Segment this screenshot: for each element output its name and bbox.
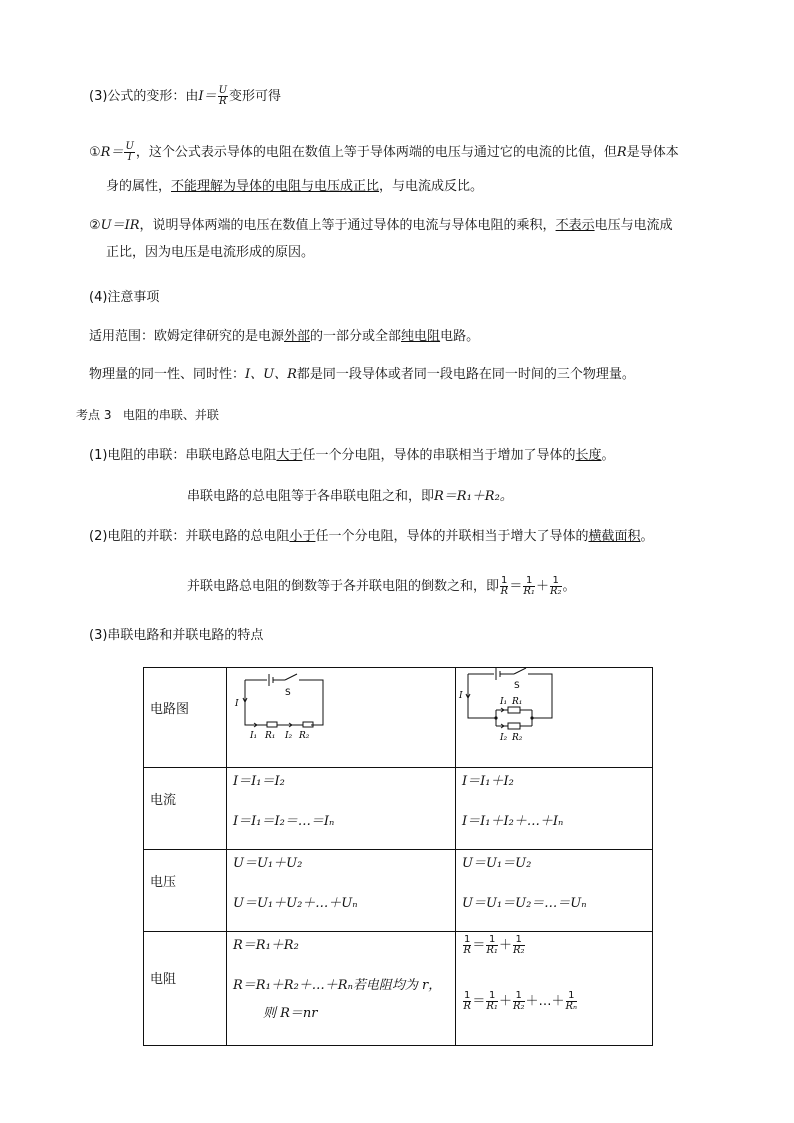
junction-dot bbox=[530, 716, 533, 719]
parallel-formula: 并联电路总电阻的倒数等于各并联电阻的倒数之和，即 $\frac{1}{R}$ ＝ $\frac{1}{\text{R₁}}$ ＋ $\frac{1}{\text{R₂}}$ 。 bbox=[187, 575, 576, 597]
series-circuit-diagram bbox=[227, 668, 455, 763]
r2-label: R₂ bbox=[299, 731, 310, 741]
parallel-resistance-n: $\frac{1}{R}$ ＝ $\frac{1}{\text{R₁}}$ ＋ $\frac{1}{\text{R₂}}$ ＋…＋ $\frac{1}{\text{Rₙ}}$ bbox=[463, 990, 578, 1012]
series-resistance-1: R＝R₁＋R₂ bbox=[233, 938, 299, 953]
series-resistance-cell bbox=[227, 932, 456, 1046]
current-label: I bbox=[459, 691, 463, 701]
resistance-formula-para-line2: 身的属性，不能理解为导体的电阻与电压成正比，与电流成反比。 bbox=[106, 179, 484, 194]
resistance-formula-para: ①R＝ $\frac{U}{I}$ ，这个公式表示导体的电阻在数值上等于导体两端的电压与通过它的电流的比值，但R是导体本 bbox=[89, 141, 679, 163]
features-table bbox=[143, 667, 653, 1046]
i1-label: I₁ bbox=[250, 731, 258, 741]
table-row bbox=[144, 668, 653, 768]
voltage-formula-para-line2: 正比，因为电压是电流形成的原因。 bbox=[106, 245, 315, 260]
row-label-current: 电流 bbox=[144, 768, 227, 850]
junction-dot bbox=[494, 716, 497, 719]
row-label-voltage: 电压 bbox=[144, 850, 227, 932]
switch-label: S bbox=[514, 681, 520, 691]
r2-label: R₂ bbox=[512, 733, 523, 743]
parallel-resistance-1: $\frac{1}{R}$ ＝ $\frac{1}{\text{R₁}}$ ＋ $\frac{1}{\text{R₂}}$ bbox=[463, 934, 525, 956]
r1-label: R₁ bbox=[512, 697, 523, 707]
series-formula: 串联电路的总电阻等于各串联电阻之和，即R＝R₁＋R₂。 bbox=[187, 489, 513, 504]
series-current-cell bbox=[227, 768, 456, 850]
r1-label: R₁ bbox=[265, 731, 276, 741]
series-resistance-n: R＝R₁＋R₂＋…＋Rₙ若电阻均为 r， bbox=[233, 978, 442, 993]
parallel-voltage-n: U＝U₁＝U₂＝…＝Uₙ bbox=[462, 896, 587, 911]
identity-text: 物理量的同一性、同时性：I、U、R都是同一段导体或者同一段电路在同一时间的三个物理量。 bbox=[89, 367, 635, 382]
topic-3-heading: 考点 3 电阻的串联、并联 bbox=[76, 408, 219, 422]
series-voltage-n: U＝U₁＋U₂＋…＋Uₙ bbox=[233, 896, 358, 911]
voltage-formula-para: ②U＝IR，说明导体两端的电压在数值上等于通过导体的电流与导体电阻的乘积，不表示电压与电流成 bbox=[89, 218, 673, 233]
parallel-voltage-1: U＝U₁＝U₂ bbox=[462, 856, 532, 871]
scope-text: 适用范围：欧姆定律研究的是电源外部的一部分或全部纯电阻电路。 bbox=[89, 329, 480, 344]
parallel-circuit-cell bbox=[456, 668, 653, 768]
table-row bbox=[144, 768, 653, 850]
series-text: (1)电阻的串联：串联电路总电阻大于任一个分电阻，导体的串联相当于增加了导体的长度。 bbox=[89, 448, 615, 463]
parallel-voltage-cell bbox=[456, 850, 653, 932]
parallel-current-1: I＝I₁＋I₂ bbox=[462, 774, 514, 789]
series-current-n: I＝I₁＝I₂＝…＝Iₙ bbox=[233, 814, 335, 829]
current-label: I bbox=[235, 699, 239, 709]
table-row bbox=[144, 932, 653, 1046]
series-current-1: I＝I₁＝I₂ bbox=[233, 774, 285, 789]
i2-label: I₂ bbox=[285, 731, 293, 741]
notes-heading: (4)注意事项 bbox=[89, 290, 160, 305]
parallel-current-cell bbox=[456, 768, 653, 850]
series-circuit-cell bbox=[227, 668, 456, 768]
formula-variation-heading: (3)公式的变形：由I＝ $\frac{U}{R}$ 变形可得 bbox=[89, 85, 282, 107]
i1-label: I₁ bbox=[500, 697, 508, 707]
row-label-resistance: 电阻 bbox=[144, 932, 227, 1046]
parallel-resistance-cell bbox=[456, 932, 653, 1046]
parallel-text: (2)电阻的并联：并联电路的总电阻小于任一个分电阻，导体的并联相当于增大了导体的横截面积。 bbox=[89, 529, 654, 544]
row-label-diagram: 电路图 bbox=[144, 668, 227, 768]
i2-label: I₂ bbox=[500, 733, 508, 743]
parallel-current-n: I＝I₁＋I₂＋…＋Iₙ bbox=[462, 814, 564, 829]
series-resistance-equal: 则 R＝nr bbox=[263, 1006, 318, 1021]
features-heading: (3)串联电路和并联电路的特点 bbox=[89, 628, 264, 643]
parallel-circuit-diagram bbox=[456, 668, 652, 763]
table-row bbox=[144, 850, 653, 932]
switch-label: S bbox=[285, 688, 291, 698]
series-voltage-cell bbox=[227, 850, 456, 932]
series-voltage-1: U＝U₁＋U₂ bbox=[233, 856, 303, 871]
